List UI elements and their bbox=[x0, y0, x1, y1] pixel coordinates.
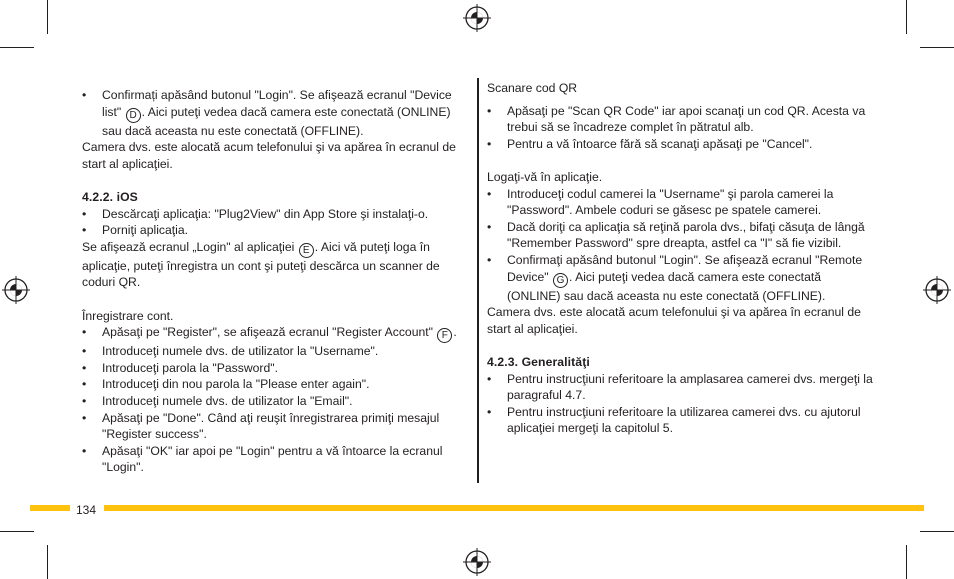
bullet: • bbox=[82, 360, 87, 375]
bullet: • bbox=[82, 325, 87, 340]
bullet: • bbox=[487, 103, 492, 118]
subsection-title: Înregistrare cont. bbox=[82, 308, 174, 323]
paragraph: Se afişează ecranul „Login" al aplicaţiei E . Aici vă puteţi loga în aplicaţie, puteţi înregistra un cont şi puteţi descărca un scanner de coduri QR. bbox=[82, 239, 440, 290]
crop-mark bbox=[906, 0, 907, 34]
crop-mark bbox=[920, 47, 954, 48]
list-item: • Apăsaţi pe "Scan QR Code" iar apoi scanaţi un cod QR. Acesta va trebui să se încadreze complet în pătratul alb. bbox=[487, 103, 866, 135]
list-item: • Introduceţi din nou parola la "Please enter again". bbox=[82, 377, 370, 392]
bullet: • bbox=[82, 393, 87, 408]
list-item: • Apăsaţi "OK" iar apoi pe "Login" pentru a vă întoarce la ecranul "Login". bbox=[82, 443, 443, 475]
registration-target-icon bbox=[2, 276, 30, 304]
bullet: • bbox=[82, 344, 87, 359]
list-item: • Pentru instrucţiuni referitoare la amplasarea camerei dvs. mergeţi la paragraful 4.7. bbox=[487, 371, 873, 403]
list-item: • Confirmați apăsând butonul "Login". Se afişează ecranul "Device list" D . Aici puteţi vedea dacă camera este conectată (ONLINE) sau dacă aceasta nu este conectată (OFFLINE). bbox=[82, 88, 452, 138]
footer-bar-right bbox=[104, 505, 924, 511]
registration-target-icon bbox=[463, 548, 491, 576]
crop-mark bbox=[47, 545, 48, 579]
bullet: • bbox=[487, 371, 492, 386]
paragraph: Camera dvs. este alocată acum telefonului şi va apărea în ecranul de start al aplicaţiei. bbox=[82, 140, 456, 171]
bullet: • bbox=[82, 377, 87, 392]
bullet: • bbox=[487, 252, 492, 267]
list-item: • Pentru instrucţiuni referitoare la utilizarea camerei dvs. cu ajutorul aplicaţiei mergeţi la capitolul 5. bbox=[487, 404, 861, 436]
list-item: • Introduceţi numele dvs. de utilizator la "Username". bbox=[82, 344, 379, 359]
badge-g: G bbox=[553, 273, 568, 288]
bullet: • bbox=[82, 410, 87, 425]
left-column bbox=[82, 87, 468, 476]
crop-mark bbox=[906, 545, 907, 579]
crop-mark bbox=[0, 47, 34, 48]
registration-target-icon bbox=[923, 276, 951, 304]
badge-d: D bbox=[126, 108, 141, 123]
list-item: • Introduceţi parola la "Password". bbox=[82, 360, 278, 375]
list-item: • Porniţi aplicaţia. bbox=[82, 223, 189, 238]
registration-target-icon bbox=[463, 4, 491, 32]
crop-mark bbox=[920, 531, 954, 532]
list-item: • Descărcaţi aplicaţia: "Plug2View" din App Store şi instalaţi-o. bbox=[82, 206, 429, 221]
subsection-title: Logaţi-vă în aplicaţie. bbox=[487, 169, 603, 184]
list-item: • Introduceţi numele dvs. de utilizator la "Email". bbox=[82, 393, 353, 408]
bullet: • bbox=[82, 223, 87, 238]
list-item: • Dacă doriţi ca aplicaţia să reţină parola dvs., bifaţi căsuţa de lângă "Remember Password" spre dreapta, astfel ca "I" să fie vizibil. bbox=[487, 219, 865, 251]
bullet: • bbox=[487, 404, 492, 419]
section-heading: 4.2.2. iOS bbox=[82, 189, 138, 204]
bullet: • bbox=[82, 443, 87, 458]
badge-f: F bbox=[437, 328, 452, 343]
list-item: • Apăsaţi pe "Done". Când aţi reuşit înregistrarea primiţi mesajul "Register success". bbox=[82, 410, 440, 442]
list-item: • Apăsaţi pe "Register", se afişează ecranul "Register Account" F . bbox=[82, 325, 457, 342]
badge-e: E bbox=[299, 243, 314, 258]
column-divider bbox=[477, 78, 479, 483]
bullet: • bbox=[487, 219, 492, 234]
list-item: • Pentru a vă întoarce fără să scanaţi apăsaţi pe "Cancel". bbox=[487, 136, 813, 151]
crop-mark bbox=[47, 0, 48, 34]
bullet: • bbox=[82, 206, 87, 221]
section-heading: 4.2.3. Generalităţi bbox=[487, 354, 590, 369]
crop-mark bbox=[0, 531, 34, 532]
bullet: • bbox=[487, 186, 492, 201]
footer-bar-left bbox=[30, 505, 70, 511]
bullet: • bbox=[487, 136, 492, 151]
subsection-title: Scanare cod QR bbox=[487, 81, 578, 95]
page-number: 134 bbox=[76, 503, 97, 517]
bullet: • bbox=[82, 88, 87, 102]
list-item: • Introduceţi codul camerei la "Username" şi parola camerei la "Password". Ambele coduri se găsesc pe spatele camerei. bbox=[487, 186, 834, 218]
paragraph: Camera dvs. este alocată acum telefonului şi va apărea în ecranul de start al aplicaţiei. bbox=[487, 305, 861, 336]
right-column bbox=[487, 80, 877, 437]
list-item: • Confirmaţi apăsând butonul "Login". Se afişează ecranul "Remote Device" G . Aici puteţi vedea dacă camera este conectată (ONLINE) sau dacă aceasta nu este conectată (OFFLINE). bbox=[487, 252, 863, 303]
